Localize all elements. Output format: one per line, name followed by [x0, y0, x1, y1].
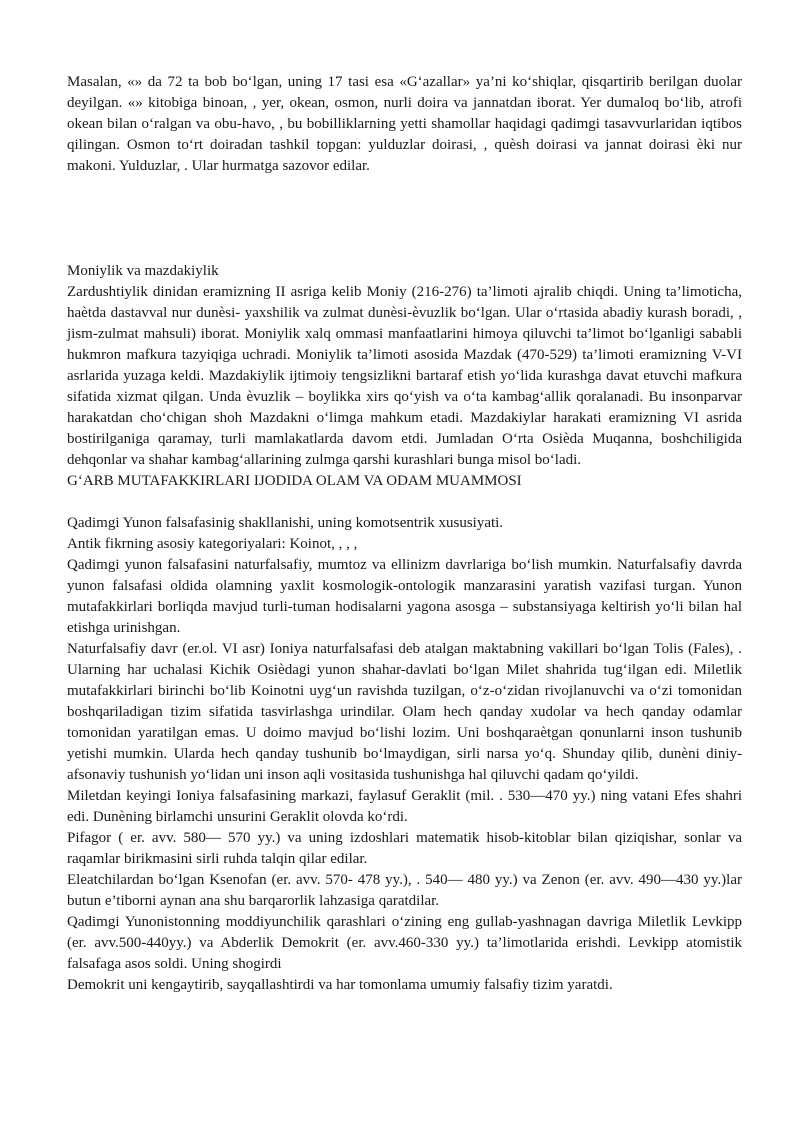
intro-paragraph: Masalan, «» da 72 ta bob bo‘lgan, uning 17 tasi esa «G‘azallar» ya’ni ko‘shiqlar, qisqartirib berilgan duolar deyilgan. «» kitobiga binoan, , yer, okean, osmon, nurli doira va jannatdan iborat. Yer dumaloq bo‘lib, atrofi okean bilan o‘ralgan va obu-havo, , bu bobilliklarning yetti shamollar haqidagi qadimgi tasavvurlaridan iqtibos qilingan. Osmon to‘rt doiradan tashkil topgan: yulduzlar doirasi, , quèsh doirasi va jannat doirasi èki nur makoni. Yulduzlar, . Ular hurmatga sazovor edilar. [67, 74, 742, 174]
section-title-garb: G‘ARB MUTAFAKKIRLARI IJODIDA OLAM VA ODAM MUAMMOSI [67, 473, 522, 489]
garb-paragraph: Qadimgi Yunon falsafasinig shakllanishi, uning komotsentrik xususiyati. [67, 515, 504, 531]
garb-paragraph: Antik fikrning asosiy kategoriyalari: Koinot, , , , [67, 536, 358, 552]
spacer [67, 492, 742, 513]
garb-paragraph: Naturfalsafiy davr (er.ol. VI asr) Ioniya naturfalsafasi deb atalgan maktabning vakillari bo‘lgan Tolis (Fales), . Ularning har uchalasi Kichik Osièdagi yunon shahar-davlati bo‘lgan Milet shahrida tug‘ilgan edi. Miletlik mutafakkirlari birinchi bo‘lib Koinotni uyg‘un ravishda tuzilgan, o‘z-o‘zidan rivojlanuvchi va o‘zi tomonidan boshqariladigan tizim sifatida tasvirlashga urindilar. Olam hech qanday xudolar va hech qanday odamlar tomonidan yaratilgan emas. U doimo mavjud bo‘lishi lozim. Uni boshqaraètgan qonunlarni inson tushunib yetishi mumkin. Ularda hech qanday tushunib bo‘lmaydigan, sirli narsa yo‘q. Shunday qilib, dunèni diniy-afsonaviy tushunish yo‘lidan uni inson aqli vositasida tushunishga hal qiluvchi qadam qo‘yildi. [67, 641, 742, 783]
garb-paragraph: Eleatchilardan bo‘lgan Ksenofan (er. avv. 570- 478 yy.), . 540— 480 yy.) va Zenon (er. avv. 490—430 yy.)lar butun e’tiborni aynan ana shu barqarorlik lahzasiga qaratdilar. [67, 872, 742, 909]
moniylik-paragraph: Zardushtiylik dinidan eramizning II asriga kelib Moniy (216-276) ta’limoti ajralib chiqdi. Uning ta’limoticha, haètda dastavval nur dunèsi- yaxshilik va zulmat dunèsi-èvuzlik bo‘lgan. Ular o‘rtasida abadiy kurash boradi, , jism-zulmat mahsuli) iborat. Moniylik xalq ommasi manfaatlarini himoya qiluvchi ta’limot bo‘lganligi sababli hukmron mafkura tazyiqiga uchradi. Moniylik ta’limoti asosida Mazdak (470-529) ta’limoti eramizning V-VI asrlarida yuzaga keldi. Mazdakiylik ijtimoiy tengsizlikni bartaraf etish yo‘lida kurashga davat etuvchi mafkura sifatida xizmat qilgan. Unda èvuzlik – boylikka xirs qo‘yish va o‘ta kambag‘allik qoralanadi. Bu insonparvar harakatdan cho‘chigan shoh Mazdakni o‘limga mahkum etadi. Mazdakiylar harakati eramizning VI asrida bostirilganiga qaramay, turli mamlakatlarda davom etdi. Jumladan O‘rta Osièda Muqanna, boshchiligida dehqonlar va shahar kambag‘allarining zulmga qarshi kurashlari bunga misol bo‘ladi. [67, 284, 742, 468]
garb-paragraph: Miletdan keyingi Ioniya falsafasining markazi, faylasuf Geraklit (mil. . 530—470 yy.) ning vatani Efes shahri edi. Dunèning birlamchi unsurini Geraklit olovda ko‘rdi. [67, 788, 742, 825]
section-title-moniylik: Moniylik va mazdakiylik [67, 263, 219, 279]
garb-paragraph: Qadimgi Yunonistonning moddiyunchilik qarashlari o‘zining eng gullab-yashnagan davriga Miletlik Levkipp (er. avv.500-440yy.) va Abderlik Demokrit (er. avv.460-330 yy.) ta’limotlarida erishdi. Levkipp atomistik falsafaga asos soldi. Uning shogirdi [67, 914, 742, 972]
garb-paragraph: Pifagor ( er. avv. 580— 570 yy.) va uning izdoshlari matematik hisob-kitoblar bilan qiziqishar, sonlar va raqamlar birikmasini sirli ruhda talqin qilar edilar. [67, 830, 742, 867]
spacer [67, 177, 742, 261]
document-page [67, 72, 742, 996]
garb-paragraph: Qadimgi yunon falsafasini naturfalsafiy, mumtoz va ellinizm davrlariga bo‘lish mumkin. Naturfalsafiy davrda yunon falsafasi oldida olamning yaxlit kosmologik-ontologik manzarasini yaratish vazifasi turgan. Yunon mutafakkirlari borliqda mavjud turli-tuman hodisalarni yagona asosga – substansiyaga keltirish yo‘li bilan hal etishga urinishgan. [67, 557, 742, 636]
garb-paragraph: Demokrit uni kengaytirib, sayqallashtirdi va har tomonlama umumiy falsafiy tizim yaratdi. [67, 977, 613, 993]
